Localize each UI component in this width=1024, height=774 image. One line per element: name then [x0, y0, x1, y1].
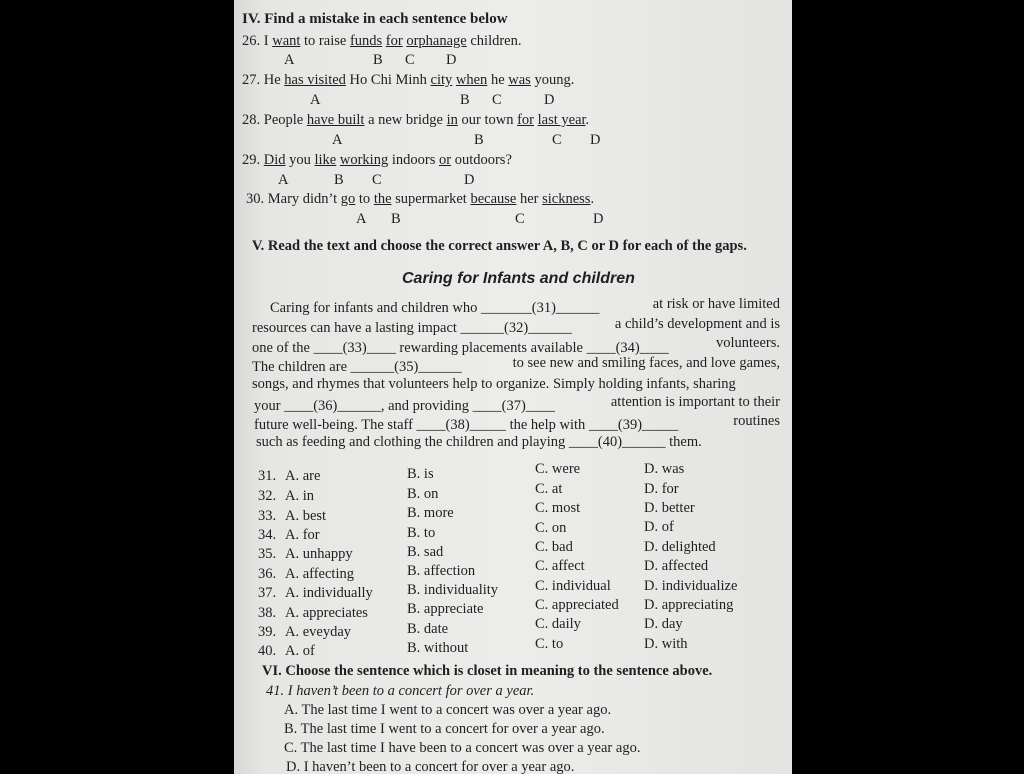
question-28: [242, 112, 589, 129]
passage-line-right: attention is important to their: [610, 394, 780, 410]
option-b: B. on: [407, 486, 439, 502]
option-a: A. of: [285, 643, 315, 659]
option-number: 32.: [258, 488, 277, 504]
option-d: D. with: [644, 636, 688, 652]
q30-option-d: sickness: [542, 191, 591, 207]
option-b: B. without: [407, 640, 469, 656]
answer-a: A. The last time I went to a concert was over a year ago.: [284, 702, 612, 718]
passage-line-right: routines: [733, 413, 780, 429]
q28-letter-d: D: [590, 132, 601, 148]
passage-line: such as feeding and clothing the children and playing ____(40)______ them.: [256, 434, 702, 450]
passage-line-right: at risk or have limited: [652, 296, 780, 312]
option-c: C. to: [535, 636, 564, 652]
option-number: 39.: [258, 624, 277, 640]
question-30: [246, 191, 594, 208]
q28-letter-c: C: [552, 132, 562, 148]
option-b: B. individuality: [407, 582, 499, 598]
q26-number: 26.: [242, 33, 261, 49]
option-a: A. unhappy: [285, 546, 353, 562]
q27-letter-a: A: [310, 92, 321, 108]
q28-text: our town: [457, 112, 518, 128]
q30-letter-a: A: [356, 211, 367, 227]
q26-option-a: want: [272, 33, 301, 49]
q28-text: .: [585, 112, 590, 128]
option-d: D. appreciating: [644, 597, 734, 613]
q29-text: you: [285, 152, 315, 168]
q28-letter-b: B: [474, 132, 484, 148]
passage-line: The children are ______(35)______: [252, 359, 462, 375]
question-27: [242, 72, 574, 89]
q28-letter-a: A: [332, 132, 343, 148]
q30-letter-b: B: [391, 211, 401, 227]
passage-line: your ____(36)______, and providing ____(37)____: [254, 398, 555, 414]
q30-text: Mary didn’t: [267, 191, 341, 207]
q27-text: young.: [530, 72, 575, 88]
option-b: B. appreciate: [407, 601, 484, 617]
q30-number: 30.: [246, 191, 265, 207]
answer-c: C. The last time I have been to a concert was over a year ago.: [284, 740, 641, 756]
option-b: B. more: [407, 505, 454, 521]
q26-option-b: funds: [349, 33, 383, 49]
option-d: D. was: [644, 461, 685, 477]
answer-d: D. I haven’t been to a concert for over a year ago.: [286, 759, 575, 774]
q27-number: 27.: [242, 72, 261, 88]
option-c: C. at: [535, 481, 563, 497]
option-c: C. appreciated: [535, 597, 619, 613]
q27-text: Ho Chi Minh: [345, 72, 431, 88]
option-a: A. affecting: [285, 566, 354, 582]
q29-option-c: working: [339, 152, 389, 168]
q28-text: a new bridge: [364, 112, 447, 128]
question-41: 41. I haven’t been to a concert for over a year.: [266, 683, 535, 699]
option-a: A. in: [285, 488, 314, 504]
option-b: B. sad: [407, 544, 444, 560]
option-number: 34.: [258, 527, 277, 543]
passage-line-right: a child’s development and is: [614, 316, 780, 332]
option-a: A. individually: [285, 585, 373, 601]
q29-text: outdoors?: [451, 152, 512, 168]
option-d: D. affected: [644, 558, 709, 574]
q30-option-a: go: [340, 191, 356, 207]
option-b: B. affection: [407, 563, 476, 579]
q26-text: I: [263, 33, 273, 49]
option-d: D. day: [644, 616, 683, 632]
option-number: 31.: [258, 468, 277, 484]
q28-number: 28.: [242, 112, 261, 128]
q29-option-a: Did: [263, 152, 286, 168]
option-number: 38.: [258, 605, 277, 621]
q30-text: to: [355, 191, 374, 207]
option-b: B. to: [407, 525, 436, 541]
q27-text: He: [263, 72, 285, 88]
q28-option-c: for: [517, 112, 534, 128]
option-c: C. were: [535, 461, 581, 477]
q29-number: 29.: [242, 152, 261, 168]
passage-line-right: volunteers.: [715, 335, 780, 351]
q26-option-d: orphanage: [406, 33, 467, 49]
passage-line: songs, and rhymes that volunteers help to organize. Simply holding infants, sharing: [252, 376, 736, 392]
option-d: D. delighted: [644, 539, 716, 555]
q27-option-b: city: [430, 72, 453, 88]
q28-option-a: have built: [306, 112, 365, 128]
q29-letter-d: D: [464, 172, 475, 188]
passage-line: resources can have a lasting impact ______(32)______: [252, 320, 572, 336]
option-c: C. most: [535, 500, 581, 516]
q27-text: he: [487, 72, 509, 88]
q26-text: to raise: [300, 33, 350, 49]
worksheet-page: [234, 0, 792, 774]
q26-letter-a: A: [284, 52, 295, 68]
q29-text: indoors: [388, 152, 439, 168]
option-c: C. daily: [535, 616, 581, 632]
question-26: [242, 33, 522, 50]
q29-letter-a: A: [278, 172, 289, 188]
option-c: C. bad: [535, 539, 573, 555]
option-c: C. on: [535, 520, 567, 536]
q30-letter-d: D: [593, 211, 604, 227]
q27-option-a: has visited: [284, 72, 346, 88]
q26-letter-d: D: [446, 52, 457, 68]
q29-letter-b: B: [334, 172, 344, 188]
q27-letter-c: C: [492, 92, 502, 108]
option-c: C. affect: [535, 558, 585, 574]
q28-option-d: last year: [537, 112, 586, 128]
section-6-heading: VI. Choose the sentence which is closet in meaning to the sentence above.: [262, 663, 713, 679]
q30-text: her: [516, 191, 543, 207]
option-d: D. better: [644, 500, 695, 516]
q27-option-c: when: [455, 72, 488, 88]
q29-option-b: like: [314, 152, 337, 168]
option-number: 35.: [258, 546, 277, 562]
q26-text: children.: [466, 33, 522, 49]
q28-option-b: in: [446, 112, 458, 128]
option-a: A. best: [285, 508, 327, 524]
option-a: A. are: [285, 468, 321, 484]
option-number: 33.: [258, 508, 277, 524]
option-b: B. is: [407, 466, 434, 482]
passage-line: Caring for infants and children who _______(31)______: [270, 300, 600, 316]
q27-option-d: was: [508, 72, 531, 88]
answer-b: B. The last time I went to a concert for over a year ago.: [284, 721, 605, 737]
q26-letter-c: C: [405, 52, 415, 68]
q30-option-c: because: [470, 191, 517, 207]
option-number: 36.: [258, 566, 277, 582]
question-29: [242, 152, 512, 169]
passage-line: one of the ____(33)____ rewarding placements available ____(34)____: [252, 340, 669, 356]
passage-line-right: to see new and smiling faces, and love games,: [512, 355, 780, 371]
q29-option-d: or: [438, 152, 452, 168]
q26-option-c: for: [385, 33, 403, 49]
option-d: D. individualize: [644, 578, 738, 594]
option-a: A. for: [285, 527, 320, 543]
option-d: D. for: [644, 481, 679, 497]
q30-text: supermarket: [391, 191, 471, 207]
option-c: C. individual: [535, 578, 611, 594]
section-4-heading: IV. Find a mistake in each sentence below: [242, 11, 508, 27]
option-d: D. of: [644, 519, 674, 535]
section-5-heading: V. Read the text and choose the correct answer A, B, C or D for each of the gaps.: [252, 238, 747, 254]
option-number: 37.: [258, 585, 277, 601]
q30-letter-c: C: [515, 211, 525, 227]
passage-title: Caring for Infants and children: [402, 270, 635, 287]
option-number: 40.: [258, 643, 277, 659]
option-b: B. date: [407, 621, 449, 637]
option-a: A. appreciates: [285, 605, 368, 621]
q29-letter-c: C: [372, 172, 382, 188]
option-a: A. eveyday: [285, 624, 352, 640]
q27-letter-b: B: [460, 92, 470, 108]
q30-option-b: the: [373, 191, 392, 207]
q26-letter-b: B: [373, 52, 383, 68]
passage-line: future well-being. The staff ____(38)_____ the help with ____(39)_____: [254, 417, 679, 433]
q27-letter-d: D: [544, 92, 555, 108]
q30-text: .: [590, 191, 595, 207]
q28-text: People: [263, 112, 307, 128]
